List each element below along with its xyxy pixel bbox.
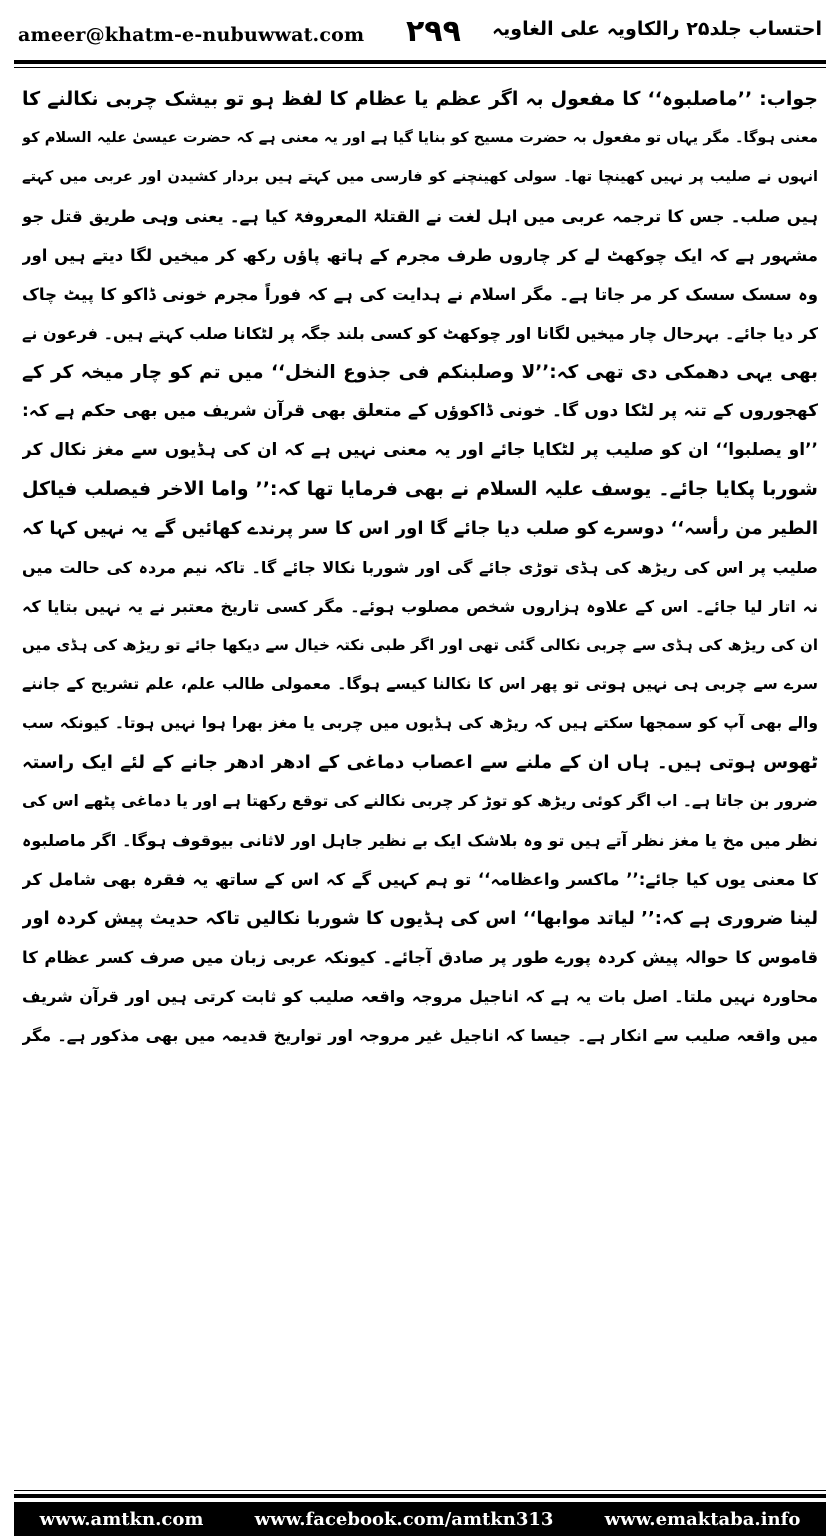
text-line: شوربا پکایا جائے۔ یوسف علیہ السلام نے بھی فرمایا تھا کہ:’’ واما الاخر فیصلب فیاکل bbox=[22, 478, 818, 500]
page-number: ۲۹۹ bbox=[406, 14, 461, 49]
footer-bar bbox=[14, 1502, 826, 1536]
text-line: ان کی ریڑھ کی ہڈی سے چربی نکالی گئی تھی اور اگر طبی نکتہ خیال سے دیکھا جائے تو ریڑھ کی ہڈی میں bbox=[22, 636, 818, 654]
footer-link-facebook[interactable]: www.facebook.com/amtkn313 bbox=[254, 1508, 554, 1530]
text-line: صلیب پر اس کی ریڑھ کی ہڈی توڑی جائے گی اور شوربا نکالا جائے گا۔ تاکہ نیم مردہ کی حالت میں bbox=[22, 558, 818, 577]
text-line: ’’او یصلبوا‘‘ ان کو صلیب پر لٹکایا جائے اور یہ معنی نہیں ہے کہ ان کی ہڈیوں سے مغز نکال کر bbox=[22, 440, 818, 460]
header-divider-thick bbox=[14, 60, 826, 64]
text-line: الطیر من رأسہ‘‘ دوسرے کو صلب دیا جائے گا اور اس کا سر پرندے کھائیں گے یہ نہیں کہا کہ bbox=[22, 518, 818, 539]
text-line: جواب: ’’ماصلبوہ‘‘ کا مفعول بہ اگر عظم یا عظام کا لفظ ہو تو بیشک چربی نکالنے کا bbox=[22, 88, 818, 110]
text-line: ہیں صلب۔ جس کا ترجمہ عربی میں اہل لغت نے القتلۃ المعروفۃ کیا ہے۔ یعنی وہی طریق قتل جو bbox=[22, 207, 818, 226]
page-header bbox=[14, 10, 826, 58]
text-line: قاموس کا حوالہ پیش کردہ پورے طور پر صادق آجائے۔ کیونکہ عربی زبان میں صرف کسر عظام کا bbox=[22, 948, 818, 967]
text-line: انہوں نے صلیب پر نہیں کھینچا تھا۔ سولی کھینچنے کو فارسی میں کہتے ہیں بردار کشیدن اور عربی میں کہتے bbox=[22, 169, 818, 185]
text-line: والے بھی آپ کو سمجھا سکتے ہیں کہ ریڑھ کی ہڈیوں میں چربی یا مغز بھرا ہوا نہیں ہوتا۔ کیونکہ سب bbox=[22, 714, 818, 732]
footer-link-amtkn[interactable]: www.amtkn.com bbox=[39, 1508, 204, 1530]
text-line: کھجوروں کے تنہ پر لٹکا دوں گا۔ خونی ڈاکوؤں کے متعلق بھی قرآن شریف میں بھی حکم ہے کہ: bbox=[22, 401, 818, 421]
header-divider-thin bbox=[14, 67, 826, 68]
header-email: ameer@khatm-e-nubuwwat.com bbox=[18, 24, 365, 46]
text-line: کا معنی یوں کیا جائے:’’ ماکسر واعظامہ‘‘ تو ہم کہیں گے کہ اس کے ساتھ یہ فقرہ بھی شامل کر bbox=[22, 870, 818, 889]
book-title: احتساب جلد۲۵ رالکاویہ علی الغاویہ bbox=[492, 18, 822, 40]
text-line: لینا ضروری ہے کہ:’’ لیاتد موابھا‘‘ اس کی ہڈیوں کا شوربا نکالیں تاکہ حدیث پیش کردہ اور bbox=[22, 908, 818, 929]
text-line: وہ سسک سسک کر مر جاتا ہے۔ مگر اسلام نے ہدایت کی ہے کہ فوراً مجرم خونی ڈاکو کا پیٹ چاک bbox=[22, 285, 818, 304]
footer-divider-thick bbox=[14, 1494, 826, 1498]
text-line: بھی یہی دھمکی دی تھی کہ:’’لا وصلبنکم فی جذوع النخل‘‘ میں تم کو چار میخہ کر کے bbox=[22, 362, 818, 383]
text-line: ضرور بن جاتا ہے۔ اب اگر کوئی ریڑھ کو توڑ کر چربی نکالنے کی توقع رکھتا ہے اور یا دماغی پٹھے اس کی bbox=[22, 792, 818, 810]
text-line: محاورہ نہیں ملتا۔ اصل بات یہ ہے کہ اناجیل مروجہ واقعہ صلیب کو ثابت کرتی ہیں اور قرآن شریف bbox=[22, 987, 818, 1006]
text-line: کر دیا جائے۔ بہرحال چار میخیں لگانا اور چوکھٹ کو کسی بلند جگہ پر لٹکانا صلب کہتے ہیں۔ فرعون نے bbox=[22, 324, 818, 343]
text-line: سرے سے چربی ہی نہیں ہوتی تو پھر اس کا نکالنا کیسے ہوگا۔ معمولی طالب علم، علم تشریح کے جاننے bbox=[22, 675, 818, 693]
footer-divider-thin bbox=[14, 1490, 826, 1491]
body-text bbox=[22, 80, 818, 1480]
text-line: ٹھوس ہوتی ہیں۔ ہاں ان کے ملنے سے اعصاب دماغی کے ادھر ادھر جانے کے لئے ایک راستہ bbox=[22, 752, 818, 773]
text-line: نہ اتار لیا جائے۔ اس کے علاوہ ہزاروں شخص مصلوب ہوئے۔ مگر کسی تاریخ معتبر نے یہ نہیں بتایا کہ bbox=[22, 597, 818, 616]
text-line: نظر میں مخ یا مغز نظر آتے ہیں تو وہ بلاشک ایک بے نظیر جاہل اور لاثانی بیوقوف ہوگا۔ اگر ماصلبوہ bbox=[22, 831, 818, 850]
text-line: میں واقعہ صلیب سے انکار ہے۔ جیسا کہ اناجیل غیر مروجہ اور تواریخ قدیمہ میں بھی مذکور ہے۔ مگر bbox=[22, 1026, 818, 1045]
footer-link-emaktaba[interactable]: www.emaktaba.info bbox=[604, 1508, 801, 1530]
text-line: معنی ہوگا۔ مگر یہاں تو مفعول بہ حضرت مسیح کو بنایا گیا ہے اور یہ معنی ہے کہ حضرت عیسیٰ علیہ السلام کو bbox=[22, 130, 818, 146]
text-line: مشہور ہے کہ ایک چوکھٹ لے کر چاروں طرف مجرم کے ہاتھ پاؤں رکھ کر میخیں لگا دیتے ہیں اور bbox=[22, 246, 818, 265]
